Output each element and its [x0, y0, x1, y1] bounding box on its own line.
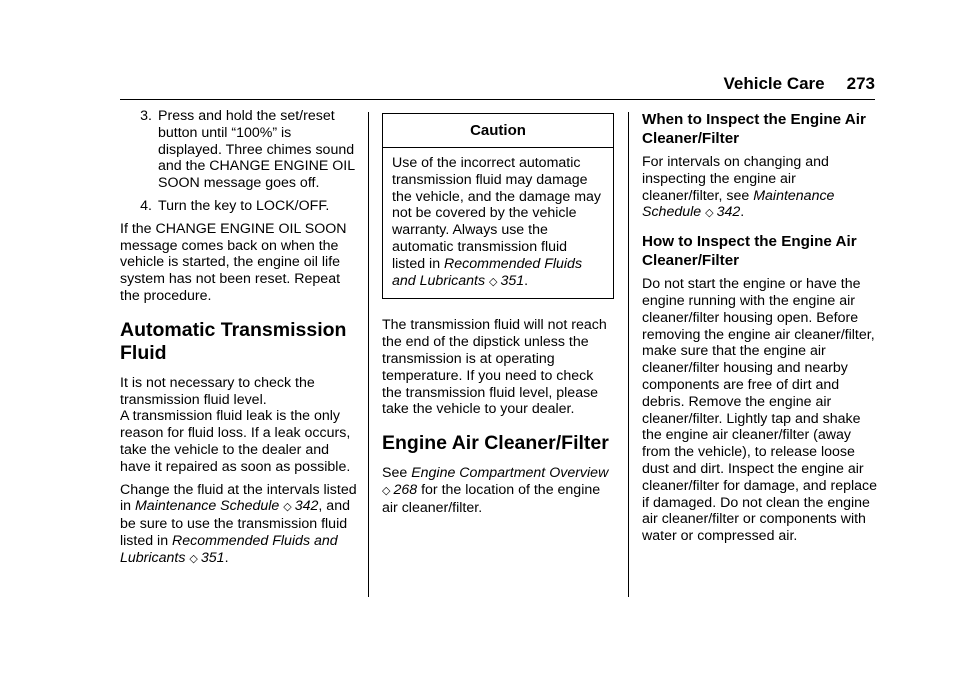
paragraph-when-intervals: For intervals on changing and inspecting the engine air cleaner/filter, see Maintenance Schedule ◇ 342. — [642, 154, 835, 221]
caution-body: Use of the incorrect automatic transmission fluid may damage the vehicle, and the damage may not be covered by the vehicle warranty. Always use the automatic transmission fluid listed in Recommended Fluids and Lubricants ◇ 351. — [392, 155, 602, 289]
page-ref[interactable]: ◇ 268 — [382, 481, 418, 498]
page-ref[interactable]: ◇ 342 — [283, 498, 319, 515]
page-number: 273 — [846, 74, 875, 93]
page-reference-arrow-icon: ◇ — [189, 552, 198, 565]
paragraph-reset: If the CHANGE ENGINE OIL SOON message comes back on when the vehicle is started, the engine oil life system has not been reset. Repeat the procedure. — [120, 220, 347, 304]
column-2 — [382, 113, 614, 517]
heading-when-to-inspect: When to Inspect the Engine Air Cleaner/Filter — [642, 111, 866, 147]
page-ref[interactable]: ◇ 351 — [189, 549, 225, 566]
paragraph-change-fluid: Change the fluid at the intervals listed in Maintenance Schedule ◇ 342, and be sure to use the transmission fluid listed in Recommended Fluids and Lubricants ◇ 351. — [120, 481, 357, 566]
step-text: Turn the key to LOCK/OFF. — [158, 197, 330, 214]
header-rule — [120, 99, 875, 100]
paragraph-see-overview: See Engine Compartment Overview ◇ 268 for the location of the engine air cleaner/filter. — [382, 465, 609, 516]
heading-automatic-transmission-fluid: Automatic Transmission Fluid — [120, 318, 347, 364]
caution-box — [382, 113, 614, 299]
column-1 — [120, 108, 358, 568]
caution-title: Caution — [383, 114, 613, 148]
paragraph-dipstick: The transmission fluid will not reach the end of the dipstick unless the transmission is at operating temperature. If you need to check the transmission fluid level, please take the vehicle to your dealer. — [382, 317, 607, 418]
step-4 — [120, 198, 358, 215]
page-reference-arrow-icon: ◇ — [705, 207, 714, 220]
link-recommended-fluids[interactable]: Recommended Fluids and Lubricants — [392, 255, 583, 289]
column-3 — [642, 110, 878, 545]
page-reference-arrow-icon: ◇ — [382, 484, 391, 497]
heading-how-to-inspect: How to Inspect the Engine Air Cleaner/Filter — [642, 233, 857, 270]
step-number: 3. — [140, 108, 152, 124]
paragraph-leak: A transmission fluid leak is the only reason for fluid loss. If a leak occurs, take the vehicle to the dealer and have it repaired as soon as possible. — [120, 408, 351, 475]
step-number: 4. — [140, 197, 152, 214]
heading-engine-air-cleaner: Engine Air Cleaner/Filter — [382, 432, 609, 455]
link-maintenance-schedule[interactable]: Maintenance Schedule — [134, 498, 280, 515]
paragraph-check-level: It is not necessary to check the transmission fluid level. — [120, 374, 315, 408]
link-recommended-fluids[interactable]: Recommended Fluids and Lubricants — [120, 532, 338, 566]
paragraph-how-inspect: Do not start the engine or have the engine running with the engine air cleaner/filter housing open. Before removing the engine air cleaner/filter, make sure that the engine air cleaner/filter housing and nearby components are free of dirt and debris. Remove the engine air cleaner/filter. Lightly tap and shake the engine air cleaner/filter (away from the vehicle), to release loose dust and dirt. Inspect the engine air cleaner/filter for damage, and replace if damaged. Do not clean the engine air cleaner/filter or components with water or compressed air. — [642, 276, 878, 545]
step-text: Press and hold the set/reset button until “100%” is displayed. Three chimes sound and the CHANGE ENGINE OIL SOON message goes off. — [158, 108, 355, 192]
page-reference-arrow-icon: ◇ — [283, 501, 292, 514]
page-header — [120, 74, 875, 98]
link-engine-compartment-overview[interactable]: Engine Compartment Overview — [411, 465, 609, 482]
page-ref[interactable]: ◇ 351 — [489, 272, 525, 289]
section-title: Vehicle Care — [723, 74, 825, 93]
step-3 — [120, 108, 358, 192]
link-maintenance-schedule[interactable]: Maintenance Schedule — [642, 187, 835, 221]
page-reference-arrow-icon: ◇ — [489, 275, 498, 288]
page-ref[interactable]: ◇ 342 — [705, 204, 741, 221]
column-divider-2 — [628, 112, 629, 597]
column-divider-1 — [368, 112, 369, 597]
